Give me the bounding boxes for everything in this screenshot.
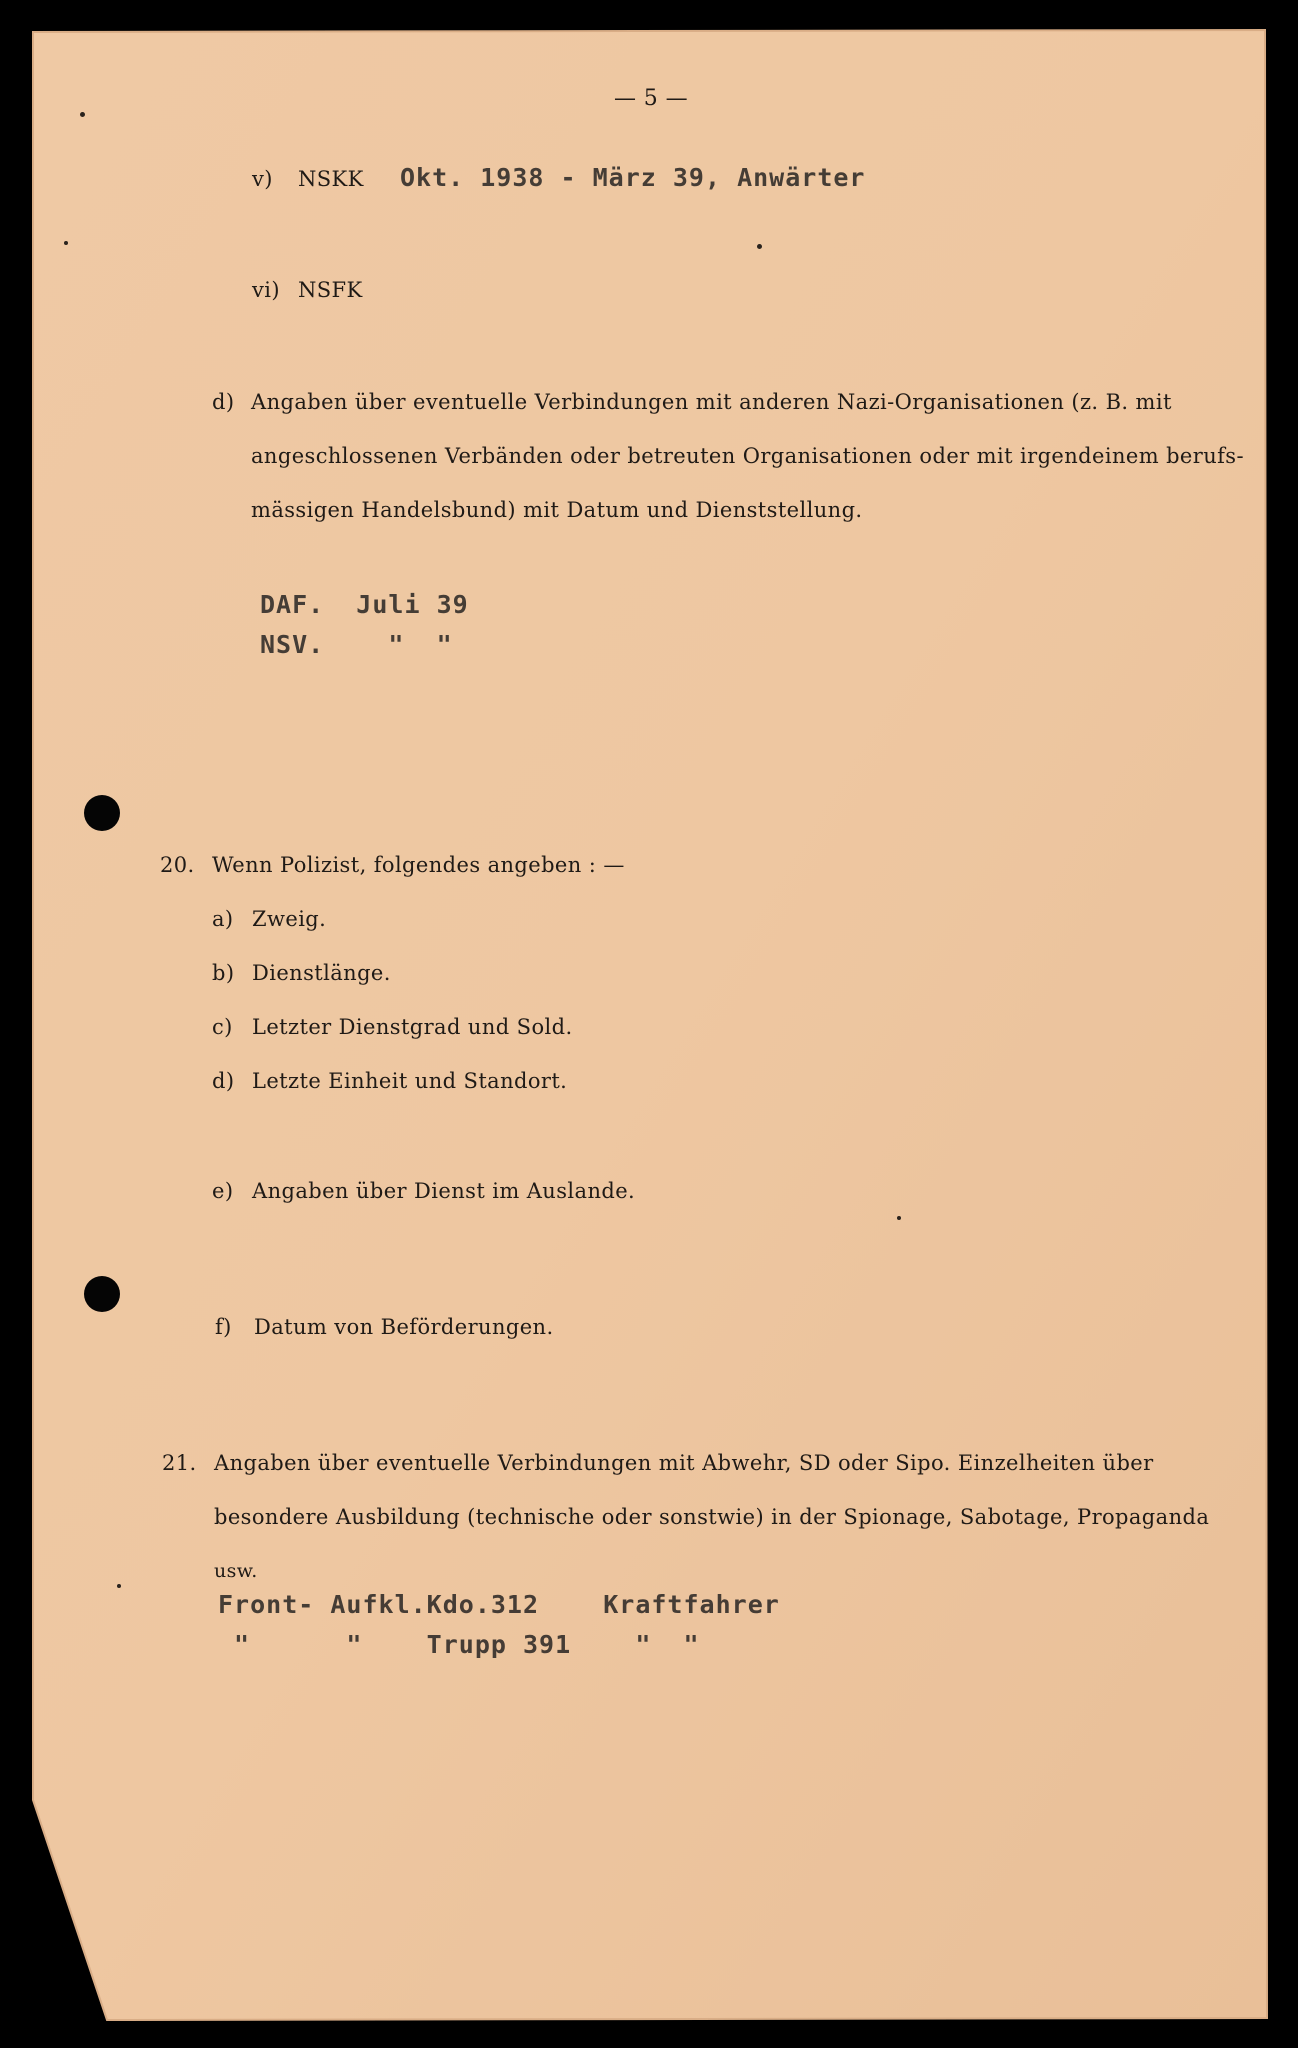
paper-speck: [117, 1584, 121, 1588]
punch-hole: [84, 795, 120, 831]
paper-speck: [64, 241, 68, 245]
item-label: b): [212, 961, 235, 985]
paper-speck: [757, 244, 762, 249]
item-label: v): [252, 167, 273, 191]
typed-answer: DAF. Juli 39: [260, 590, 469, 619]
item-text: Angaben über Dienst im Auslande.: [252, 1179, 636, 1203]
item-label: f): [215, 1315, 232, 1339]
item-label: d): [212, 1069, 235, 1093]
typed-answer: " " Trupp 391 " ": [218, 1630, 700, 1659]
paper-speck: [897, 1216, 901, 1220]
item-label: d): [212, 390, 235, 414]
item-label: a): [212, 907, 234, 931]
page-number: — 5 —: [614, 86, 688, 111]
typed-answer: Front- Aufkl.Kdo.312 Kraftfahrer: [218, 1590, 780, 1619]
question-text-line: usw.: [214, 1560, 258, 1582]
paper-speck: [80, 112, 85, 117]
item-label: e): [212, 1179, 234, 1203]
question-text-line: Angaben über eventuelle Verbindungen mit Abwehr, SD oder Sipo. Einzelheiten über: [214, 1451, 1154, 1475]
question-text-line: mässigen Handelsbund) mit Datum und Dienststellung.: [251, 498, 863, 522]
item-text: Letzter Dienstgrad und Sold.: [252, 1015, 573, 1039]
question-text-line: Angaben über eventuelle Verbindungen mit anderen Nazi-Organisationen (z. B. mit: [251, 390, 1172, 414]
item-label: vi): [252, 278, 280, 302]
item-text: Zweig.: [252, 907, 327, 931]
item-text: Dienstlänge.: [252, 961, 391, 985]
item-text: Letzte Einheit und Standort.: [252, 1069, 568, 1093]
question-text-line: angeschlossenen Verbänden oder betreuten Organisationen oder mit irgendeinem berufs-: [251, 444, 1244, 468]
typed-answer: Okt. 1938 - März 39, Anwärter: [400, 163, 866, 192]
question-number: 21.: [162, 1451, 197, 1475]
question-title: Wenn Polizist, folgendes angeben : —: [212, 853, 625, 877]
item-label: c): [212, 1015, 233, 1039]
item-text: Datum von Beförderungen.: [254, 1315, 554, 1339]
item-text: NSFK: [298, 278, 363, 302]
item-text: NSKK: [298, 167, 364, 191]
question-text-line: besondere Ausbildung (technische oder sonstwie) in der Spionage, Sabotage, Propaganda: [214, 1505, 1210, 1529]
question-number: 20.: [160, 853, 195, 877]
typed-answer: NSV. " ": [260, 630, 453, 659]
punch-hole: [84, 1276, 120, 1312]
